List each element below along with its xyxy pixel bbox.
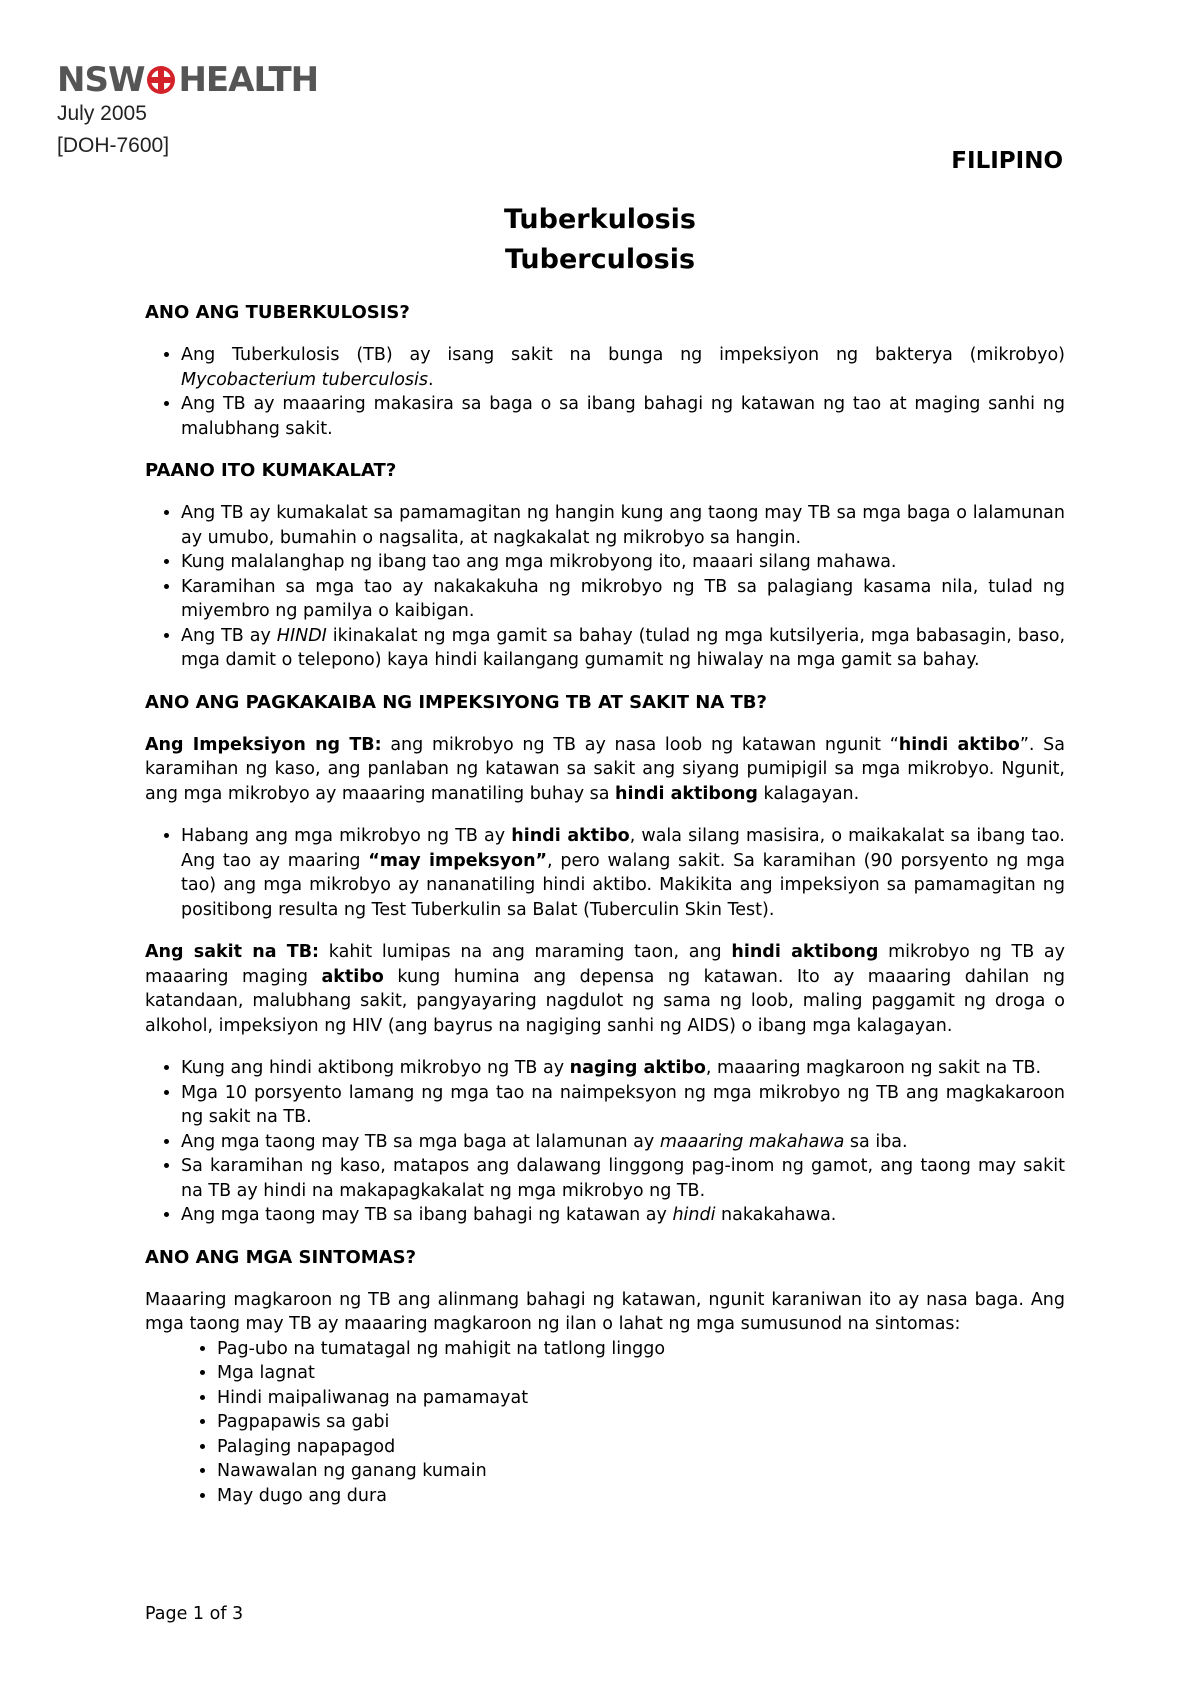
text: Kung ang hindi aktibong mikrobyo ng TB ay [181, 1058, 570, 1078]
bullet-list [145, 501, 1065, 673]
bold-text: hindi aktibong [731, 942, 879, 962]
list-item [181, 824, 1065, 922]
text: Ang TB ay [181, 625, 277, 646]
text: kung humina ang depensa ng katawan. Ito ay maaaring dahilan ng katandaan, malubhang sakit, pangyayaring nagdulot ng sama ng loob, maling paggamit ng droga o alkohol, impeksiyon ng HIV (ang bayrus na nagiging sanhi ng AIDS) o ibang mga kalagayan. [145, 966, 1065, 1036]
section-heading-difference: ANO ANG PAGKAKAIBA NG IMPEKSIYONG TB AT SAKIT NA TB? [145, 691, 767, 713]
text: Ang Tuberkulosis (TB) ay isang sakit na bunga ng impeksiyon ng bakterya (mikrobyo) [181, 345, 1065, 365]
document-title [0, 200, 1200, 280]
text: kahit lumipas na ang maraming taon, ang [319, 942, 732, 962]
list-item [181, 1203, 1065, 1228]
symptoms-list [145, 1337, 1065, 1509]
italic-text: hindi [672, 1205, 716, 1225]
bold-text: hindi aktibong [615, 783, 758, 804]
text: kalagayan. [757, 783, 860, 804]
list-item: • Hindi maipaliwanag na pamamayat [217, 1386, 1065, 1411]
text: ikinakalat ng mga gamit sa bahay (tulad ng mga kutsilyeria, mga babasagin, baso, mga damit o telepono) kaya hindi kailangang gumamit ng hiwalay na mga gamit sa bahay. [181, 625, 1066, 670]
text: Ang mga taong may TB sa mga baga at lalamunan ay [181, 1131, 660, 1152]
list-item: • Ang TB ay kumakalat sa pamamagitan ng hangin kung ang taong may TB sa mga baga o lalamunan ay umubo, bumahin o nagsalita, at nagkakalat ng mikrobyo sa hangin. [181, 501, 1065, 550]
bold-text: “may impeksyon” [368, 850, 548, 871]
title-filipino: Tuberkulosis [503, 204, 696, 235]
text: , wala silang masisira, o maikakalat sa ibang tao. Ang tao ay maaring [181, 826, 1065, 871]
text: mikrobyo ng TB ay maaaring maging [145, 942, 1065, 987]
document-date: July 2005 [57, 102, 147, 125]
list-item [181, 1130, 1065, 1155]
section-heading-how-spread: PAANO ITO KUMAKALAT? [145, 460, 397, 481]
text: , pero walang sakit. Sa karamihan (90 porsyento ng mga tao) ang mga mikrobyo ay nananatiling hindi aktibo. Makikita ang impeksiyon sa pamamagitan ng positibong resulta ng Test Tuberkulin sa Balat (Tuberculin Skin Test). [181, 850, 1065, 920]
bold-text: Ang Impeksiyon ng TB: [145, 734, 382, 755]
bold-text: hindi aktibo [511, 826, 630, 846]
list-item: • Pag-ubo na tumatagal ng mahigit na tatlong linggo [217, 1337, 1065, 1362]
list-item: • Kung malalanghap ng ibang tao ang mga mikrobyong ito, maaari silang mahawa. [181, 550, 1065, 575]
list-item: • Ang TB ay maaaring makasira sa baga o sa ibang bahagi ng katawan ng tao at maging sanhi ng malubhang sakit. [181, 392, 1065, 441]
paragraph-symptoms-intro: Maaaring magkaroon ng TB ang alinmang bahagi ng katawan, ngunit karaniwan ito ay nasa baga. Ang mga taong may TB ay maaaring magkaroon ng ilan o lahat ng mga sumusunod na sintomas: [145, 1289, 1065, 1334]
document-code: [DOH-7600] [57, 134, 170, 157]
bold-text: Ang sakit na TB: [145, 942, 320, 962]
text: . [428, 369, 434, 390]
section-heading-symptoms: ANO ANG MGA SINTOMAS? [145, 1246, 417, 1268]
list-item: • Karamihan sa mga tao ay nakakakuha ng mikrobyo ng TB sa palagiang kasama nila, tulad ng miyembro ng pamilya o kaibigan. [181, 575, 1065, 624]
list-item: • Pagpapawis sa gabi [217, 1410, 1065, 1435]
list-item: • Nawawalan ng ganang kumain [217, 1459, 1065, 1484]
logo-text-health: HEALTH [178, 60, 319, 100]
list-item: • Palaging napapagod [217, 1435, 1065, 1460]
text: ang mikrobyo ng TB ay nasa loob ng katawan ngunit “ [381, 734, 899, 755]
page-number: Page 1 of 3 [145, 1604, 244, 1624]
bold-text: hindi aktibo [898, 734, 1020, 755]
list-item [181, 343, 1065, 392]
section-heading-what-is-tb: ANO ANG TUBERKULOSIS? [145, 302, 410, 323]
language-label: FILIPINO [951, 148, 1063, 174]
title-english: Tuberculosis [504, 244, 696, 275]
list-item [181, 1056, 1065, 1081]
italic-text: HINDI [276, 625, 327, 646]
paragraph-tb-disease [145, 940, 1065, 1038]
list-item: • May dugo ang dura [217, 1484, 1065, 1509]
text: Habang ang mga mikrobyo ng TB ay [181, 826, 512, 846]
paragraph-tb-infection [145, 733, 1065, 807]
list-item: • Sa karamihan ng kaso, matapos ang dalawang linggong pag-inom ng gamot, ang taong may sakit na TB ay hindi na makapagkakalat ng mga mikrobyo ng TB. [181, 1154, 1065, 1203]
text: Ang mga taong may TB sa ibang bahagi ng katawan ay [181, 1205, 673, 1225]
list-item: • Mga 10 porsyento lamang ng mga tao na naimpeksyon ng mga mikrobyo ng TB ang magkakaroon ng sakit na TB. [181, 1081, 1065, 1130]
text: sa iba. [844, 1131, 908, 1152]
bullet-list [145, 824, 1065, 922]
document-body [145, 301, 1065, 1508]
italic-text: maaaring makahawa [659, 1131, 845, 1152]
bold-text: aktibo [321, 966, 384, 987]
text: , maaaring magkaroon ng sakit na TB. [705, 1058, 1042, 1078]
nsw-health-logo [57, 62, 318, 98]
list-item: • Mga lagnat [217, 1361, 1065, 1386]
list-item [181, 624, 1065, 673]
bullet-list [145, 1056, 1065, 1228]
text: ”. Sa karamihan ng kaso, ang panlaban ng katawan sa sakit ang siyang pumipigil sa mga mikrobyo. Ngunit, ang mga mikrobyo ay maaaring manatiling buhay sa [145, 734, 1065, 804]
document-meta [57, 98, 169, 162]
text: nakakahawa. [715, 1205, 837, 1225]
italic-text: Mycobacterium tuberculosis [181, 369, 429, 390]
waratah-cross-icon [145, 64, 177, 96]
bold-text: naging aktibo [569, 1058, 706, 1078]
logo-text-nsw: NSW [57, 60, 145, 100]
bullet-list [145, 343, 1065, 441]
